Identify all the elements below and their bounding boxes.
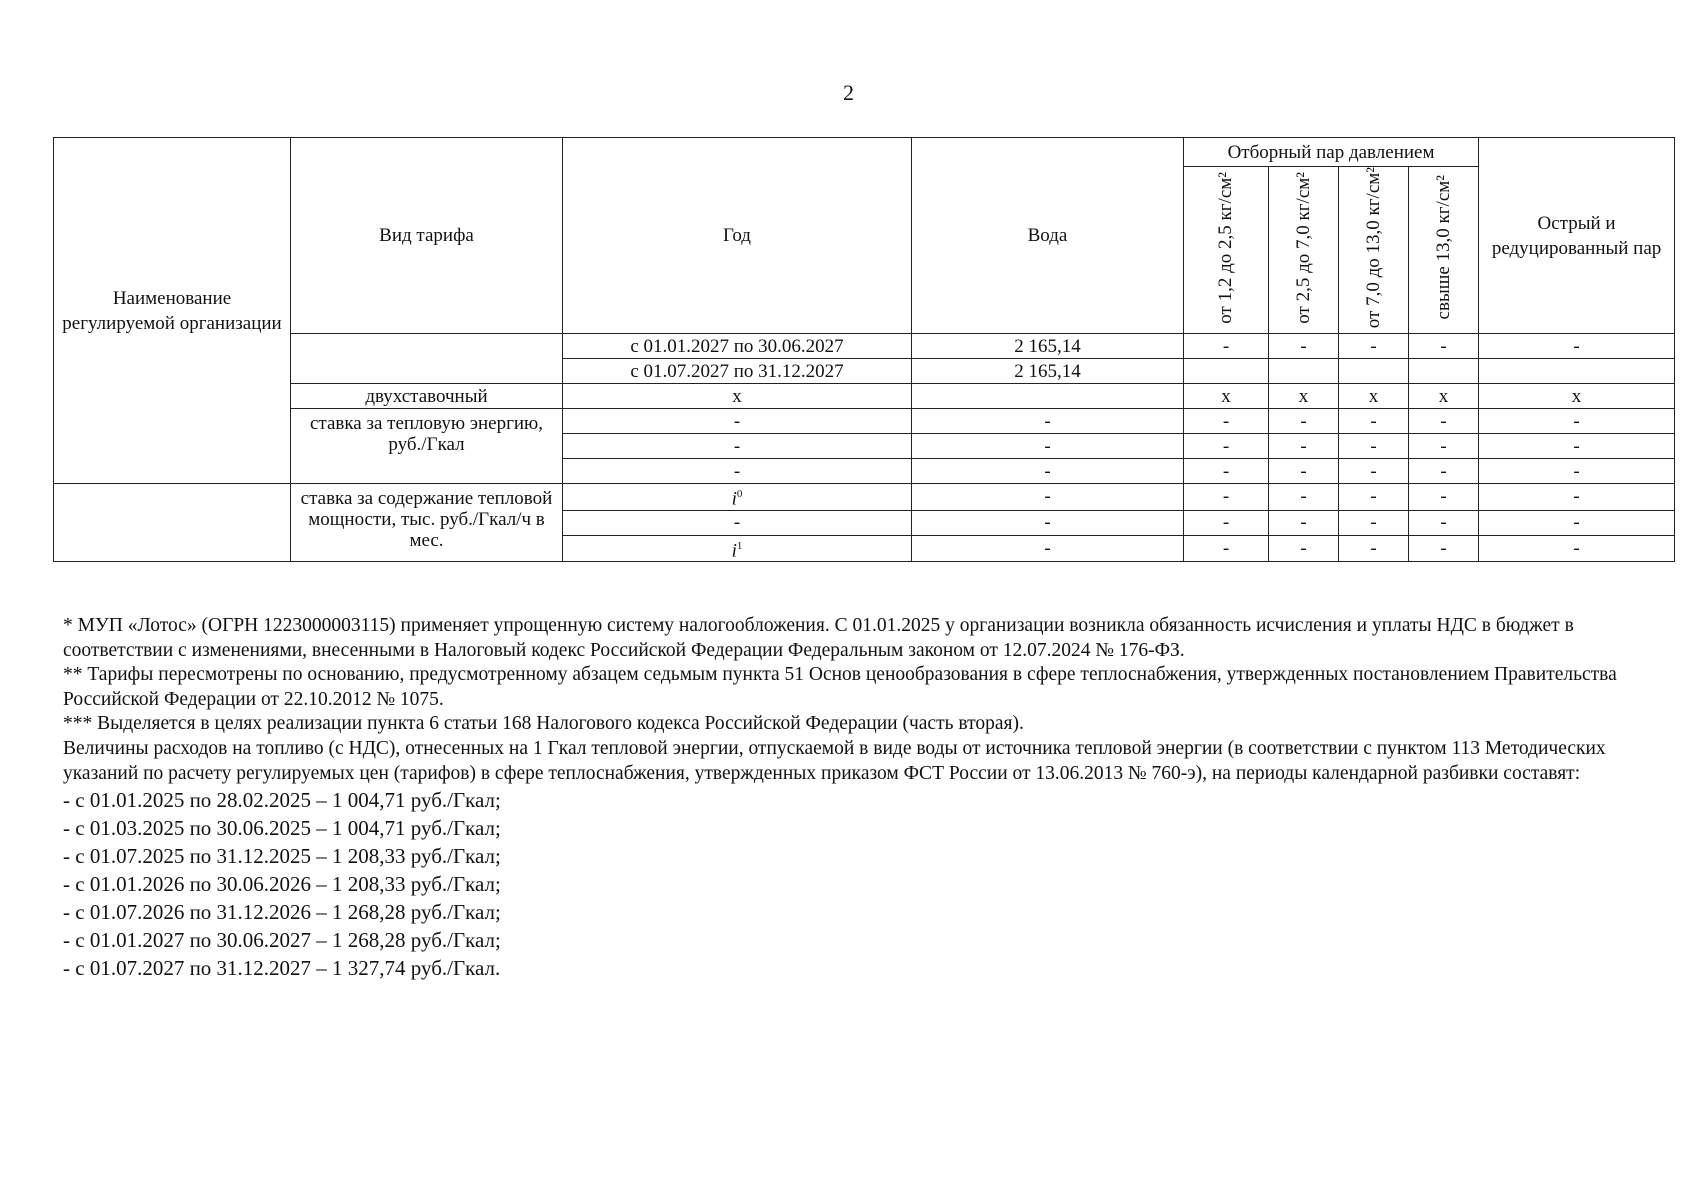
steam-2-cell: - [1269,334,1339,359]
fuel-cost-period: - с 01.01.2025 по 28.02.2025 – 1 004,71 руб./Гкал; [63,788,501,813]
steam-1-cell: - [1184,334,1269,359]
steam-4-cell [1409,359,1479,384]
water-cell: - [912,409,1184,434]
header-steam-2-label: от 2,5 до 7,0 кг/см² [1292,171,1314,324]
steam-1-cell: - [1184,459,1269,484]
symbol-index: 0 [736,488,743,501]
org-cell-empty [54,484,291,562]
water-cell: - [912,434,1184,459]
sharp-steam-cell: - [1479,535,1675,561]
tariff-cell-empty [291,334,563,384]
footnote-vat-allocation: *** Выделяется в целях реализации пункта 6 статьи 168 Налогового кодекса Российской Федерации (часть вторая). [63,713,1024,735]
steam-2-cell [1269,359,1339,384]
table-row [54,484,1675,510]
water-cell: - [912,484,1184,510]
year-cell [563,535,912,561]
footnote-vat: * МУП «Лотос» (ОГРН 1223000003115) применяет упрощенную систему налогообложения. С 01.01.2025 у организации возникла обязанность исчисления и уплаты НДС в бюджет в соответствии с изменениями, внесенными в Налоговый кодекс Российской Федерации Федеральным законом от 12.07.2024 № 176-ФЗ. [63,615,1574,661]
steam-2-cell: - [1269,459,1339,484]
table-row [54,384,1675,409]
symbol-i: i [731,488,737,510]
steam-3-cell: - [1339,334,1409,359]
year-cell: x [563,384,912,409]
year-cell: с 01.01.2027 по 30.06.2027 [563,334,912,359]
sharp-steam-cell: - [1479,334,1675,359]
header-steam-4 [1409,167,1479,334]
fuel-cost-period: - с 01.07.2025 по 31.12.2025 – 1 208,33 руб./Гкал; [63,844,501,869]
steam-2-cell: - [1269,484,1339,510]
steam-1-cell: - [1184,409,1269,434]
steam-1-cell: - [1184,535,1269,561]
table-row [54,334,1675,359]
water-cell: - [912,510,1184,535]
year-cell: - [563,459,912,484]
header-steam-2 [1269,167,1339,334]
tariff-cell: двухставочный [291,384,563,409]
steam-1-cell: - [1184,510,1269,535]
water-cell: - [912,459,1184,484]
steam-4-cell: - [1409,434,1479,459]
header-steam-3-label: от 7,0 до 13,0 кг/см² [1362,167,1384,329]
water-cell: - [912,535,1184,561]
table-row [54,409,1675,434]
steam-4-cell: - [1409,409,1479,434]
fuel-cost-period: - с 01.03.2025 по 30.06.2025 – 1 004,71 руб./Гкал; [63,816,501,841]
steam-2-cell: x [1269,384,1339,409]
steam-3-cell: - [1339,484,1409,510]
fuel-cost-period: - с 01.01.2027 по 30.06.2027 – 1 268,28 руб./Гкал; [63,928,501,953]
steam-4-cell: - [1409,510,1479,535]
steam-3-cell: - [1339,409,1409,434]
header-sharp-steam: Острый и редуцированный пар [1479,138,1675,334]
steam-4-cell: - [1409,535,1479,561]
steam-1-cell [1184,359,1269,384]
tariff-cell: ставка за содержание тепловой мощности, тыс. руб./Гкал/ч в мес. [291,484,563,562]
steam-2-cell: - [1269,535,1339,561]
footnotes [63,614,1673,982]
steam-3-cell: - [1339,459,1409,484]
steam-3-cell: - [1339,510,1409,535]
steam-4-cell: - [1409,459,1479,484]
year-cell: - [563,409,912,434]
header-steam-1-label: от 1,2 до 2,5 кг/см² [1215,171,1236,324]
steam-4-cell: x [1409,384,1479,409]
header-steam-3 [1339,167,1409,334]
year-cell [563,484,912,510]
steam-1-cell: - [1184,434,1269,459]
footnote-tariff-revision: ** Тарифы пересмотрены по основанию, предусмотренному абзацем седьмым пункта 51 Основ ценообразования в сфере теплоснабжения, утвержденных постановлением Правительства Российской Федерации от 22.10.2012 № 1075. [63,664,1617,710]
steam-4-cell: - [1409,334,1479,359]
symbol-i: i [731,539,737,561]
year-cell: с 01.07.2027 по 31.12.2027 [563,359,912,384]
tariff-cell: ставка за тепловую энергию, руб./Гкал [291,409,563,484]
fuel-cost-period: - с 01.01.2026 по 30.06.2026 – 1 208,33 руб./Гкал; [63,872,501,897]
tariff-table [53,137,1675,562]
sharp-steam-cell: - [1479,484,1675,510]
sharp-steam-cell [1479,359,1675,384]
sharp-steam-cell: - [1479,409,1675,434]
water-cell: 2 165,14 [912,359,1184,384]
header-tariff-type: Вид тарифа [291,138,563,334]
steam-3-cell: - [1339,535,1409,561]
fuel-cost-period: - с 01.07.2026 по 31.12.2026 – 1 268,28 руб./Гкал; [63,900,501,925]
steam-3-cell: - [1339,434,1409,459]
steam-4-cell: - [1409,484,1479,510]
sharp-steam-cell: - [1479,510,1675,535]
steam-2-cell: - [1269,434,1339,459]
sharp-steam-cell: - [1479,459,1675,484]
sharp-steam-cell: x [1479,384,1675,409]
header-steam-1 [1184,167,1269,334]
steam-1-cell: - [1184,484,1269,510]
sharp-steam-cell: - [1479,434,1675,459]
page-number: 2 [843,80,854,105]
steam-2-cell: - [1269,510,1339,535]
fuel-cost-intro: Величины расходов на топливо (с НДС), отнесенных на 1 Гкал тепловой энергии, отпускаемой в виде воды от источника тепловой энергии (в соответствии с пунктом 113 Методических указаний по расчету регулируемых цен (тарифов) в сфере теплоснабжения, утвержденных приказом ФСТ России от 13.06.2013 № 760-э), на периоды календарной разбивки составят: [63,737,1606,784]
header-steam-4-label: свыше 13,0 кг/см² [1432,175,1454,320]
water-cell [912,384,1184,409]
header-steam-group: Отборный пар давлением [1184,138,1479,167]
symbol-index: 1 [736,539,743,552]
steam-3-cell: x [1339,384,1409,409]
header-year: Год [563,138,912,334]
water-cell: 2 165,14 [912,334,1184,359]
steam-2-cell: - [1269,409,1339,434]
fuel-cost-period: - с 01.07.2027 по 31.12.2027 – 1 327,74 руб./Гкал. [63,956,501,981]
year-cell: - [563,434,912,459]
header-water: Вода [912,138,1184,334]
year-cell: - [563,510,912,535]
header-org: Наименование регулируемой организации [54,138,291,484]
steam-1-cell: x [1184,384,1269,409]
steam-3-cell [1339,359,1409,384]
